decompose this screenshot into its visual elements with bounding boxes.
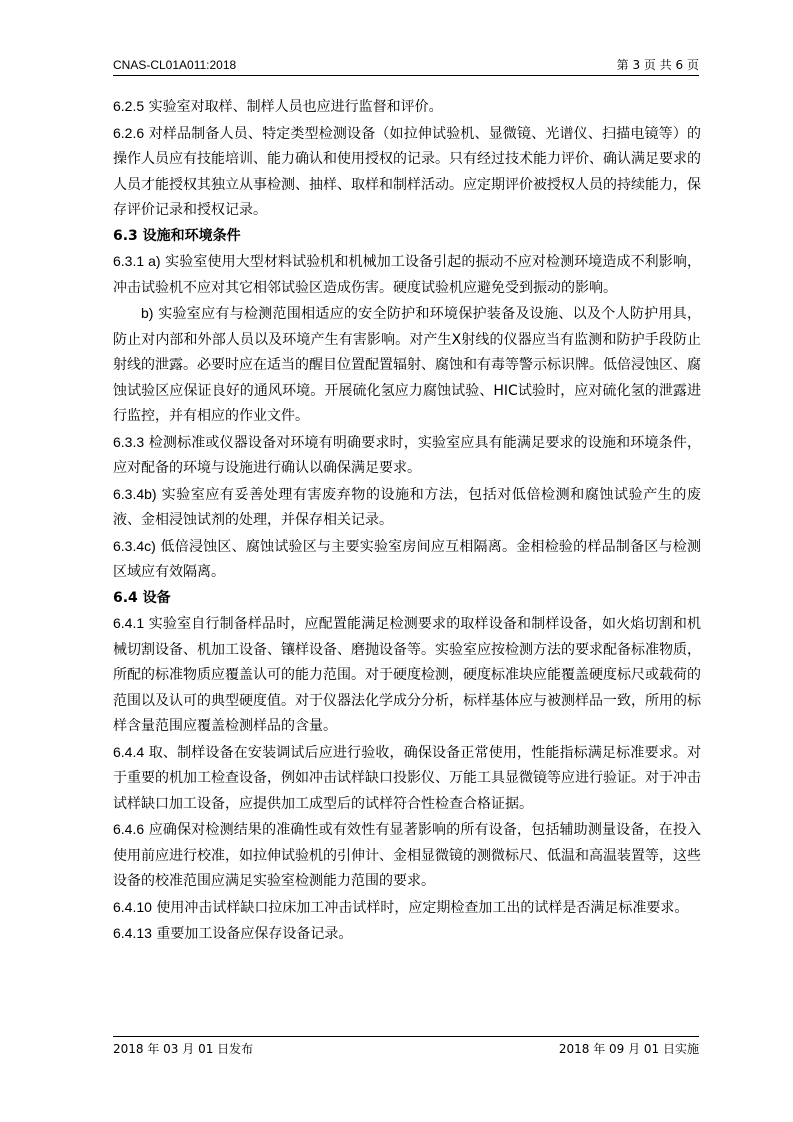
clause-6-3-1-a: 6.3.1 a) 实验室使用大型材料试验机和机械加工设备引起的振动不应对检测环境造成不利影响，冲击试验机不应对其它相邻试验区造成伤害。硬度试验机应避免受到振动的影响。 — [113, 253, 701, 296]
clause-6-4-6: 6.4.6 应确保对检测结果的准确性或有效性有显著影响的所有设备，包括辅助测量设备，在投入使用前应进行校准，如拉伸试验机的引伸计、金相显微镜的测微标尺、低温和高温装置等，这些设备的校准范围应满足实验室检测能力范围的要求。 — [113, 821, 701, 889]
clause-6-4-4: 6.4.4 取、制样设备在安装调试后应进行验收，确保设备正常使用，性能指标满足标准要求。对于重要的机加工检查设备，例如冲击试样缺口投影仪、万能工具显微镜等应进行验证。对于冲击试样缺口加工设备，应提供加工成型后的试样符合性检查合格证据。 — [113, 743, 701, 812]
page-footer — [113, 1041, 699, 1057]
effective-date: 2018 年 09 月 01 日实施 — [558, 1042, 699, 1056]
page-header — [113, 57, 699, 73]
clause-6-2-5: 6.2.5 实验室对取样、制样人员也应进行监督和评价。 — [113, 98, 443, 115]
section-heading-6-3: 6.3 设施和环境条件 — [113, 227, 241, 244]
clause-6-4-1: 6.4.1 实验室自行制备样品时，应配置能满足检测要求的取样设备和制样设备，如火焰切割和机械切割设备、机加工设备、镶样设备、磨抛设备等。实验室应按检测方法的要求配备标准物质，所配的标准物质应覆盖认可的能力范围。对于硬度检测，硬度标准块应能覆盖硬度标尺或载荷的范围以及认可的典型硬度值。对于仪器法化学成分分析，标样基体应与被测样品一致，所用的标样含量范围应覆盖检测样品的含量。 — [113, 615, 701, 734]
clause-6-2-6: 6.2.6 对样品制备人员、特定类型检测设备（如拉伸试验机、显微镜、光谱仪、扫描电镜等）的操作人员应有技能培训、能力确认和使用授权的记录。只有经过技术能力评价、确认满足要求的人员才能授权其独立从事检测、抽样、取样和制样活动。应定期评价被授权人员的持续能力，保存评价记录和授权记录。 — [113, 124, 701, 218]
clause-6-4-10: 6.4.10 使用冲击试样缺口拉床加工冲击试样时，应定期检查加工出的试样是否满足标准要求。 — [113, 898, 689, 916]
header-divider — [113, 75, 699, 76]
document-code: CNAS-CL01A011:2018 — [113, 58, 237, 72]
clause-6-4-13: 6.4.13 重要加工设备应保存设备记录。 — [113, 925, 353, 942]
clause-6-3-4-c: 6.3.4c) 低倍浸蚀区、腐蚀试验区与主要实验室房间应互相隔离。金相检验的样品制备区与检测区域应有效隔离。 — [113, 537, 701, 580]
document-body — [113, 94, 701, 948]
clause-6-3-3: 6.3.3 检测标准或仪器设备对环境有明确要求时，实验室应具有能满足要求的设施和环境条件，应对配备的环境与设施进行确认以确保满足要求。 — [113, 433, 701, 476]
publish-date: 2018 年 03 月 01 日发布 — [113, 1042, 254, 1056]
clause-6-3-1-b: b) 实验室应有与检测范围相适应的安全防护和环境保护装备及设施、以及个人防护用具，防止对内部和外部人员以及环境产生有害影响。对产生X射线的仪器应当有监测和防护手段防止射线的泄露。必要时应在适当的醒目位置配置辐射、腐蚀和有毒等警示标识牌。低倍浸蚀区、腐蚀试验区应保证良好的通风环境。开展硫化氢应力腐蚀试验、HIC试验时，应对硫化氢的泄露进行监控，并有相应的作业文件。 — [113, 305, 701, 424]
section-heading-6-4: 6.4 设备 — [113, 589, 171, 606]
page-number: 第 3 页 共 6 页 — [616, 58, 699, 72]
clause-6-3-4-b: 6.3.4b) 实验室应有妥善处理有害废弃物的设施和方法，包括对低倍检测和腐蚀试验产生的废液、金相浸蚀试剂的处理，并保存相关记录。 — [113, 485, 701, 528]
footer-divider — [113, 1036, 699, 1037]
